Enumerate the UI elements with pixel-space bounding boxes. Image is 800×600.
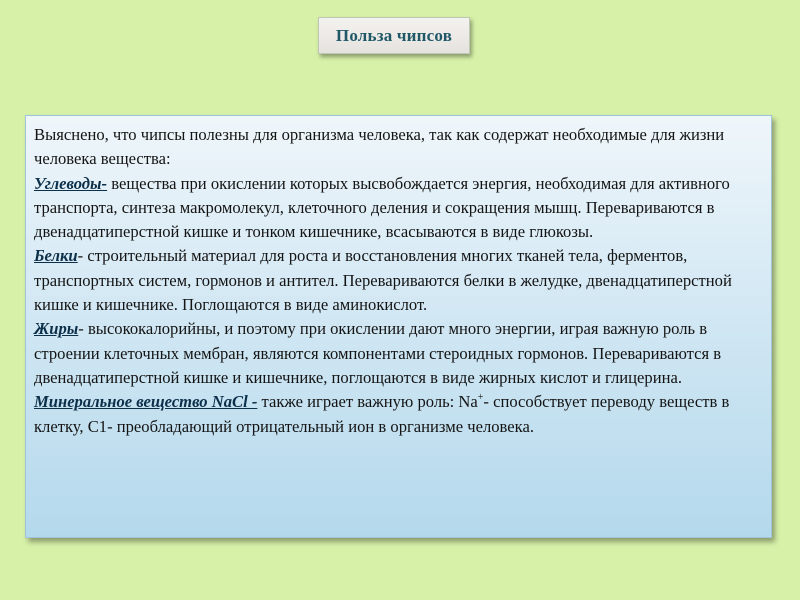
proteins-text: - строительный материал для роста и восстановления многих тканей тела, ферментов, транспортных систем, гормонов и антител. Перевариваются белки в желудке, двенадцатиперстной кишке и кишечнике. Поглощаются в виде аминокислот. [34, 246, 732, 315]
fats-text: - высококалорийны, и поэтому при окислении дают много энергии, играя важную роль в строении клеточных мембран, являются компонентами стероидных гормонов. Перевариваются в двенадцатиперстной кишке и кишечнике, поглощаются в виде жирных кислот и глицерина. [34, 319, 722, 387]
term-fats: Жиры [34, 319, 79, 339]
term-carbohydrates: Углеводы- [34, 173, 108, 193]
term-mineral: Минеральное вещество NaCl - [34, 392, 258, 412]
content-box [25, 115, 772, 538]
slide-title: Польза чипсов [335, 25, 453, 45]
content-text [34, 123, 759, 439]
intro-text: Выяснено, что чипсы полезны для организма человека, так как содержат необходимые для жизни человека вещества: [34, 125, 725, 169]
mineral-text-after: - способствует переводу веществ в клетку, С1- преобладающий отрицательный ион в организме человека. [34, 392, 730, 436]
carbohydrates-text: вещества при окислении которых высвобождается энергия, необходимая для активного транспорта, синтеза макромолекул, клеточного деления и сокращения мышц. Перевариваются в двенадцатиперстной кишке и тонком кишечнике, всасываются в виде глюкозы. [34, 173, 730, 242]
slide-title-box [318, 17, 470, 54]
sodium-charge: + [477, 391, 484, 403]
mineral-text-before: также играет важную роль: Na [257, 392, 478, 412]
term-proteins: Белки [34, 246, 78, 266]
